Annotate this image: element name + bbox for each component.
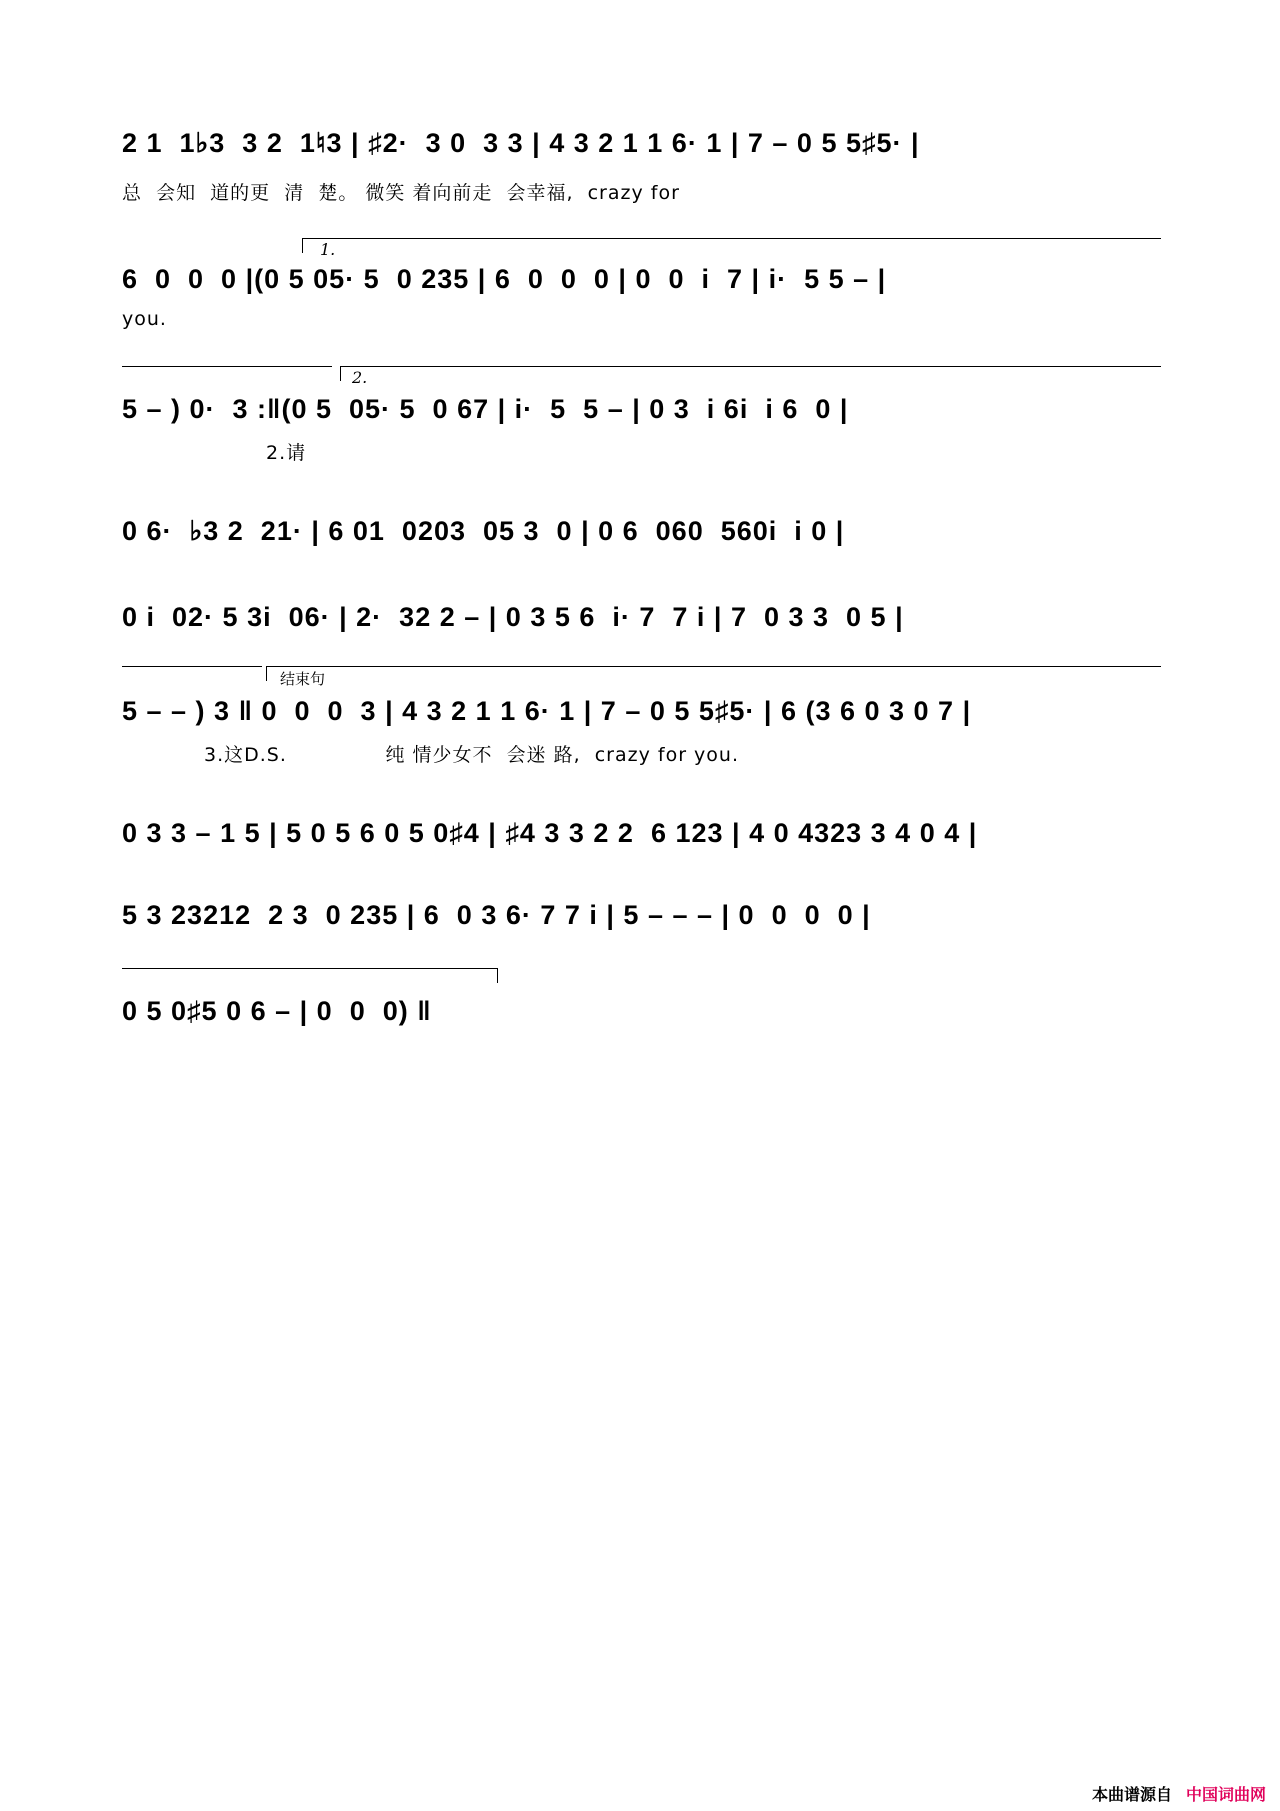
volta-2-label: 2. <box>352 368 368 387</box>
score-line-5-notes: 0 i 02· 5 3i 06· | 2· 32 2 – | 0 3 5 6 i· 7 7 i | 7 0 3 3 0 5 | <box>122 602 904 632</box>
ending-label: 结束句 <box>280 670 326 688</box>
score-line-1-lyrics: 总 会知 道的更 清 楚。 微笑 着向前走 会幸福, crazy for <box>122 182 680 204</box>
footer-source-label: 本曲谱源自 <box>1091 1785 1172 1804</box>
ending-tie-line <box>122 666 262 667</box>
score-line-1-notes: 2 1 1♭3 3 2 1♮3 | ♯2· 3 0 3 3 | 4 3 2 1 1 6· 1 | 7 – 0 5 5♯5· | <box>122 128 920 158</box>
score-line-6-lyrics: 3.这D.S. 纯 情少女不 会迷 路, crazy for you. <box>204 744 740 766</box>
volta-2-bracket <box>340 366 1161 381</box>
ending-bracket <box>266 666 1161 681</box>
score-line-7-notes: 0 3 3 – 1 5 | 5 0 5 6 0 5 0♯4 | ♯4 3 3 2 2 6 123 | 4 0 4323 3 4 0 4 | <box>122 818 978 848</box>
score-line-3-notes: 5 – ) 0· 3 :‖(0 5 05· 5 0 67 | i· 5 5 – | 0 3 i 6i i 6 0 | <box>122 394 849 424</box>
score-line-2-notes: 6 0 0 0 |(0 5 05· 5 0 235 | 6 0 0 0 | 0 0 i 7 | i· 5 5 – | <box>122 264 887 294</box>
score-line-6-notes: 5 – – ) 3 ‖ 0 0 0 3 | 4 3 2 1 1 6· 1 | 7 – 0 5 5♯5· | 6 (3 6 0 3 0 7 | <box>122 696 972 726</box>
score-line-9-notes: 0 5 0♯5 0 6 – | 0 0 0) ‖ <box>122 996 432 1026</box>
score-line-8-notes: 5 3 23212 2 3 0 235 | 6 0 3 6· 7 7 i | 5 – – – | 0 0 0 0 | <box>122 900 871 930</box>
tie-continuation-line <box>122 366 332 367</box>
score-line-4-notes: 0 6· ♭3 2 21· | 6 01 0203 05 3 0 | 0 6 060 560i i 0 | <box>122 516 845 546</box>
volta-1-label: 1. <box>320 240 336 259</box>
final-bracket <box>122 968 498 983</box>
volta-1-bracket <box>302 238 1161 253</box>
score-line-2-lyrics: you. <box>122 308 167 330</box>
footer-site-link[interactable]: 中国词曲网 <box>1185 1785 1266 1804</box>
score-line-3-lyrics: 2.请 <box>266 442 307 464</box>
footer-credit <box>1092 1782 1266 1805</box>
